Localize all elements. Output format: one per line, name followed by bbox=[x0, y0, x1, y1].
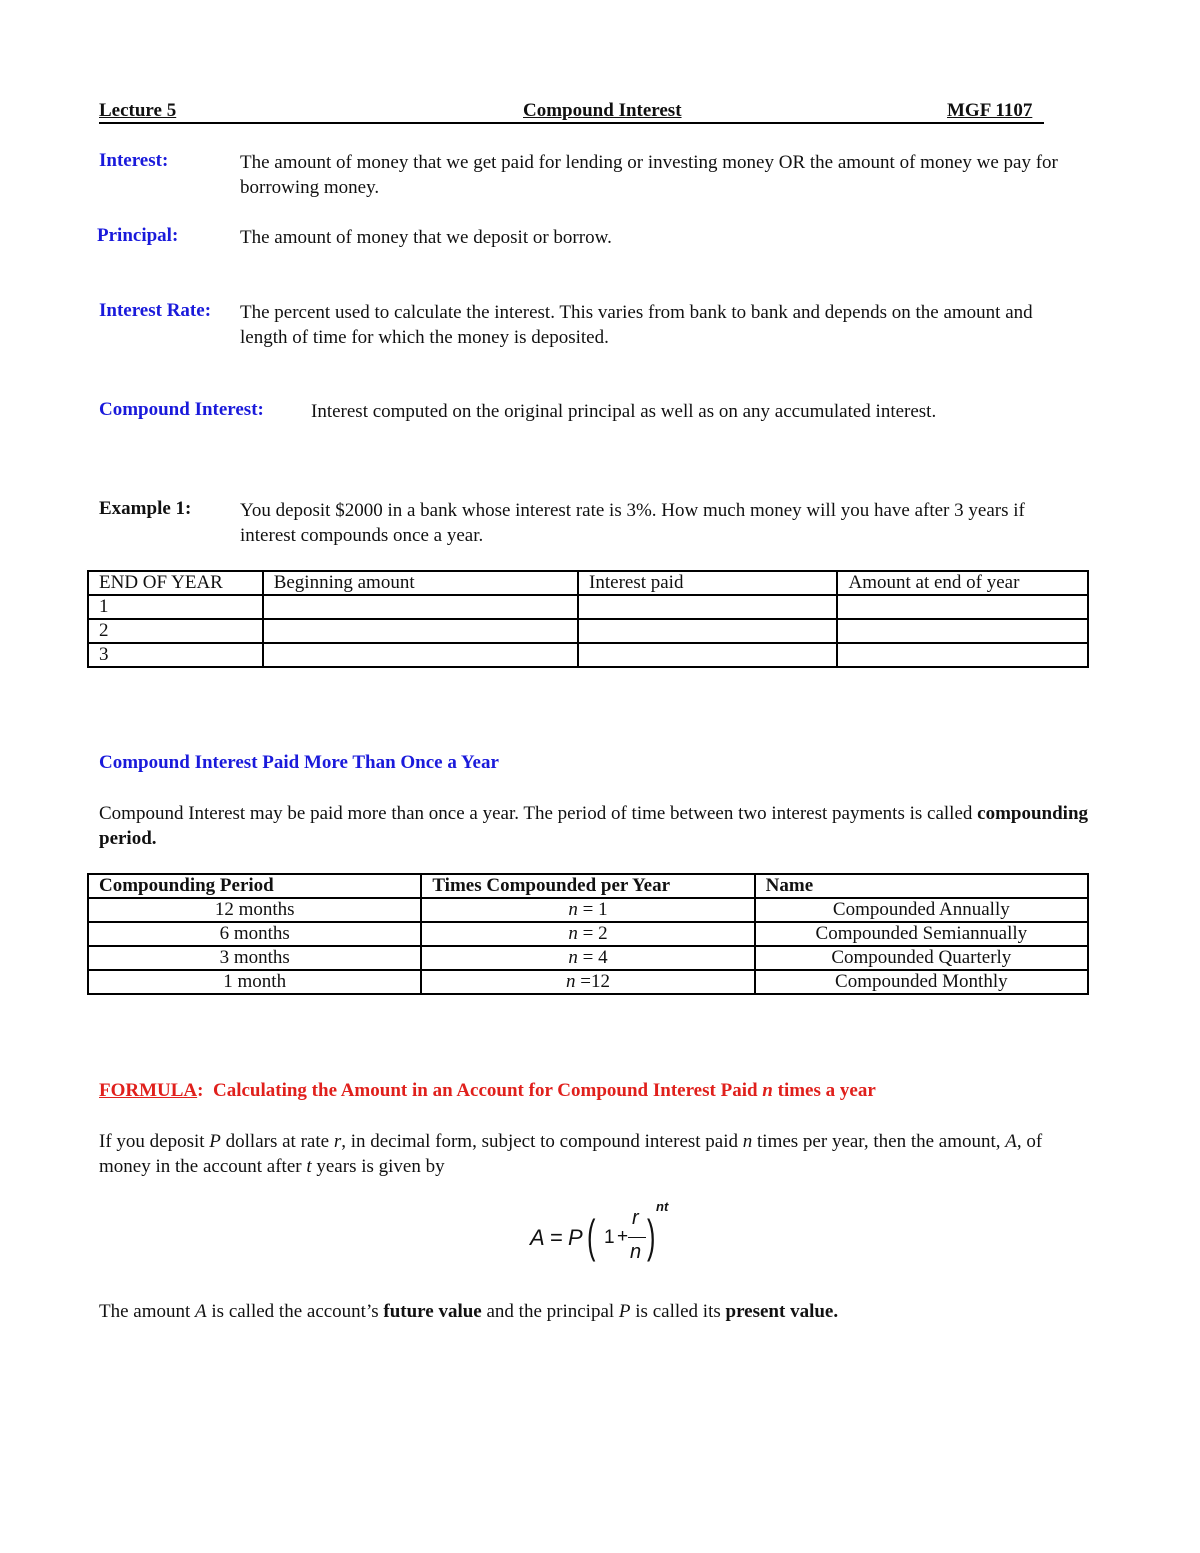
n-value: = 4 bbox=[577, 947, 608, 968]
interest-paid-cell bbox=[578, 619, 837, 643]
text-span: is called its bbox=[630, 1301, 726, 1322]
beginning-amount-cell bbox=[263, 619, 578, 643]
col-header: Compounding Period bbox=[88, 874, 421, 898]
header-title: Compound Interest bbox=[523, 100, 682, 121]
section-paragraph bbox=[99, 801, 1099, 851]
closing-paragraph bbox=[99, 1301, 1099, 1323]
def-interest-rate: The percent used to calculate the interest. This varies from bank to bank and depends on the amount and length of time for which the money is deposited. bbox=[240, 302, 1033, 348]
col-header: Beginning amount bbox=[263, 571, 578, 595]
fraction-bar bbox=[628, 1237, 646, 1238]
n-variable: n bbox=[566, 971, 576, 992]
text-span: is called the account’s bbox=[206, 1301, 384, 1322]
times-cell bbox=[421, 970, 754, 994]
formula-heading bbox=[99, 1080, 876, 1102]
interest-paid-cell bbox=[578, 595, 837, 619]
period-cell: 12 months bbox=[88, 898, 421, 922]
n-value: =12 bbox=[575, 971, 610, 992]
formula-equals: = bbox=[550, 1225, 563, 1250]
formula-denominator: n bbox=[630, 1241, 642, 1263]
table-header-row bbox=[88, 571, 1088, 595]
end-amount-cell bbox=[837, 643, 1088, 667]
period-cell: 6 months bbox=[88, 922, 421, 946]
year-cell: 3 bbox=[88, 643, 263, 667]
section-heading: Compound Interest Paid More Than Once a Year bbox=[99, 752, 499, 773]
n-variable: n bbox=[568, 923, 578, 944]
table-row bbox=[88, 643, 1088, 667]
text-span: and the principal bbox=[481, 1301, 619, 1322]
var-p: P bbox=[618, 1301, 631, 1322]
def-interest: The amount of money that we get paid for lending or investing money OR the amount of money we pay for borrowing money. bbox=[240, 152, 1058, 198]
formula-numerator: r bbox=[632, 1207, 639, 1229]
table-row bbox=[88, 595, 1088, 619]
table-row bbox=[88, 619, 1088, 643]
example-text: You deposit $2000 in a bank whose interest rate is 3%. How much money will you have after 3 years if interest compounds once a year. bbox=[240, 500, 1025, 546]
compounding-table bbox=[87, 873, 1089, 995]
section-text: Compound Interest may be paid more than once a year. The period of time between two interest payments is called bbox=[99, 803, 978, 824]
text-span: , in decimal form, subject to compound interest paid bbox=[341, 1131, 743, 1152]
year-cell: 2 bbox=[88, 619, 263, 643]
present-value-term: present value. bbox=[725, 1301, 839, 1322]
n-value: = 1 bbox=[577, 899, 608, 920]
var-n: n bbox=[742, 1131, 753, 1152]
header-course: MGF 1107 bbox=[947, 100, 1033, 121]
section-bold-term: compounding period. bbox=[99, 803, 1089, 849]
header-lecture: Lecture 5 bbox=[99, 100, 177, 121]
var-t: t bbox=[306, 1156, 312, 1177]
term-principal: Principal: bbox=[97, 225, 179, 246]
col-header: Interest paid bbox=[578, 571, 837, 595]
term-interest-rate: Interest Rate: bbox=[99, 300, 212, 321]
col-header: END OF YEAR bbox=[88, 571, 263, 595]
term-compound-interest: Compound Interest: bbox=[99, 399, 264, 420]
name-cell: Compounded Monthly bbox=[755, 970, 1088, 994]
future-value-term: future value bbox=[383, 1301, 482, 1322]
var-a: A bbox=[1005, 1131, 1017, 1152]
formula-title-a: Calculating the Amount in an Account for Compound Interest Paid bbox=[212, 1080, 763, 1101]
col-header: Name bbox=[755, 874, 1088, 898]
formula-p: P bbox=[568, 1225, 583, 1250]
beginning-amount-cell bbox=[263, 595, 578, 619]
end-amount-cell bbox=[837, 595, 1088, 619]
table-row bbox=[88, 922, 1088, 946]
times-cell bbox=[421, 898, 754, 922]
formula-exponent: nt bbox=[656, 1199, 669, 1214]
name-cell: Compounded Semiannually bbox=[755, 922, 1088, 946]
term-interest: Interest: bbox=[99, 150, 169, 171]
table-row bbox=[88, 898, 1088, 922]
n-value: = 2 bbox=[577, 923, 608, 944]
col-header: Times Compounded per Year bbox=[421, 874, 754, 898]
times-cell bbox=[421, 946, 754, 970]
table-header-row bbox=[88, 874, 1088, 898]
name-cell: Compounded Annually bbox=[755, 898, 1088, 922]
text-span: , of money in the account after bbox=[99, 1131, 1043, 1177]
var-a: A bbox=[195, 1301, 207, 1322]
formula-one: 1 bbox=[604, 1227, 615, 1248]
text-span: The amount bbox=[99, 1301, 196, 1322]
page-header bbox=[99, 100, 1044, 124]
beginning-amount-cell bbox=[263, 643, 578, 667]
interest-paid-cell bbox=[578, 643, 837, 667]
n-variable: n bbox=[568, 947, 578, 968]
formula-colon: : bbox=[197, 1080, 204, 1101]
n-variable: n bbox=[568, 899, 578, 920]
def-compound-interest: Interest computed on the original principal as well as on any accumulated interest. bbox=[311, 401, 937, 422]
right-paren: ) bbox=[647, 1210, 656, 1262]
col-header: Amount at end of year bbox=[837, 571, 1088, 595]
times-cell bbox=[421, 922, 754, 946]
formula-paragraph bbox=[99, 1129, 1089, 1179]
example-label: Example 1: bbox=[99, 498, 192, 519]
def-principal: The amount of money that we deposit or borrow. bbox=[240, 227, 612, 248]
period-cell: 1 month bbox=[88, 970, 421, 994]
text-span: dollars at rate bbox=[220, 1131, 334, 1152]
formula-lhs: A bbox=[530, 1225, 545, 1250]
formula-label: FORMULA bbox=[99, 1080, 198, 1101]
formula-title-var: n bbox=[762, 1080, 773, 1101]
formula-plus: + bbox=[617, 1226, 629, 1247]
formula-title-b: times a year bbox=[772, 1080, 876, 1101]
year-cell: 1 bbox=[88, 595, 263, 619]
table-row bbox=[88, 970, 1088, 994]
period-cell: 3 months bbox=[88, 946, 421, 970]
year-table bbox=[87, 570, 1089, 668]
name-cell: Compounded Quarterly bbox=[755, 946, 1088, 970]
var-r: r bbox=[333, 1131, 342, 1152]
text-span: times per year, then the amount, bbox=[752, 1131, 1006, 1152]
table-row bbox=[88, 946, 1088, 970]
text-span: If you deposit bbox=[99, 1131, 210, 1152]
text-span: years is given by bbox=[311, 1156, 445, 1177]
end-amount-cell bbox=[837, 619, 1088, 643]
var-p: P bbox=[209, 1131, 221, 1152]
compound-interest-formula bbox=[528, 1199, 678, 1275]
left-paren: ( bbox=[587, 1210, 596, 1262]
